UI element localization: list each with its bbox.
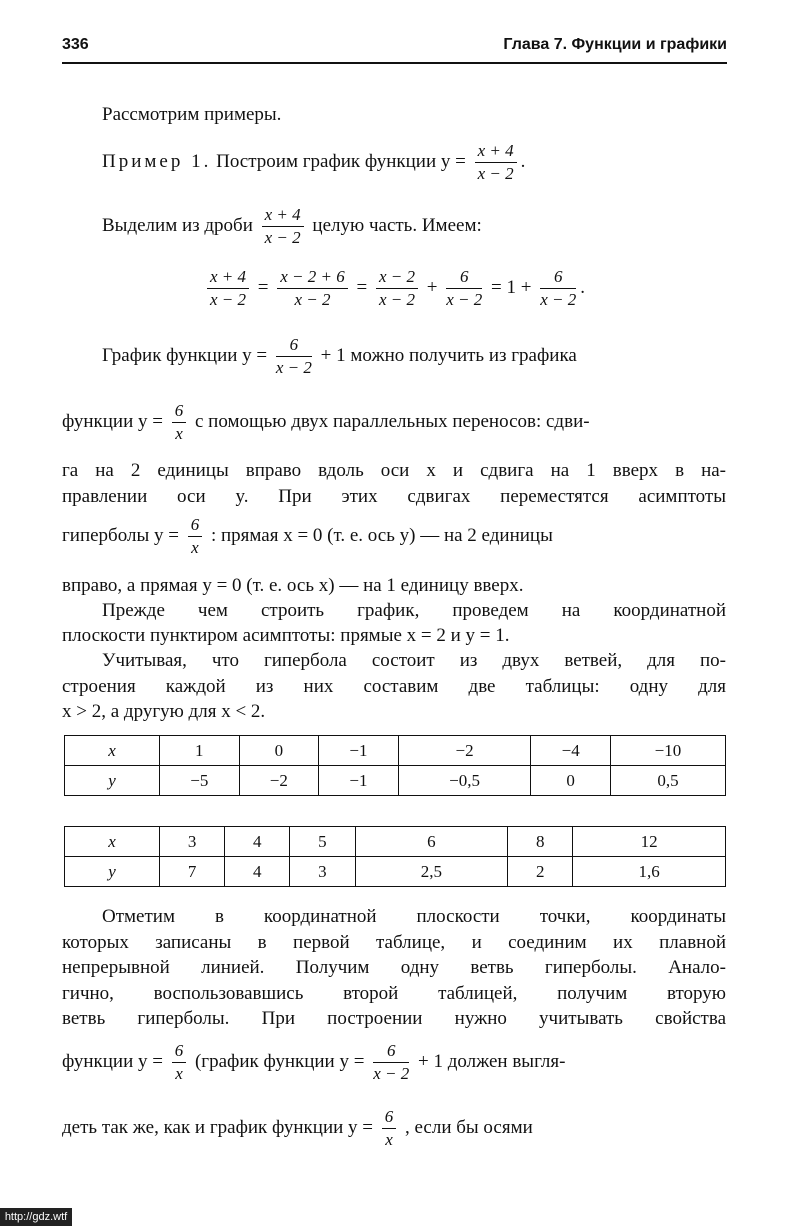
table-cell: 1,6	[573, 857, 726, 887]
table-cell: 1	[160, 736, 240, 766]
text-line: Выделим из дроби $\frac{x + 4}{x - 2}$ целую часть. Имеем:	[102, 205, 482, 247]
table-cell: 3	[160, 827, 225, 857]
header-rule	[62, 62, 727, 64]
table-cell: 12	[573, 827, 726, 857]
table-cell: 0,5	[610, 766, 725, 796]
text-line: График функции y = $\frac{6}{x - 2}$ + 1 можно получить из графика	[102, 335, 577, 377]
chapter-title: Глава 7. Функции и графики	[503, 36, 727, 53]
table-cell: 0	[531, 766, 611, 796]
table-cell: x	[65, 827, 160, 857]
table-cell: 5	[290, 827, 355, 857]
fraction: $\frac{x + 4}{x - 2}$	[262, 204, 304, 249]
page-number: 336	[62, 36, 89, 53]
text-line: деть так же, как и график функции y = $\frac{6}{x}$ , если бы осями	[62, 1107, 533, 1149]
table-cell: −0,5	[398, 766, 531, 796]
values-table-1	[64, 735, 726, 796]
text-line: Учитывая, что гипербола состоит из двух ветвей, для по-	[102, 650, 726, 671]
table-row	[65, 857, 726, 887]
table-cell: 0	[239, 736, 319, 766]
text-line: ветвь гиперболы. При построении нужно учитывать свойства	[62, 1008, 726, 1029]
table-row	[65, 766, 726, 796]
table-cell: −1	[319, 736, 399, 766]
table-cell: −1	[319, 766, 399, 796]
example-label: Пример 1.	[102, 150, 212, 172]
table-cell: 8	[508, 827, 573, 857]
table-cell: 2,5	[355, 857, 508, 887]
table-cell: 4	[225, 827, 290, 857]
text-line: Отметим в координатной плоскости точки, координаты	[102, 906, 726, 927]
example-heading: Пример 1. Построим график функции y = $\frac{x + 4}{x - 2}$ .	[102, 141, 526, 183]
text-line: правлении оси y. При этих сдвигах переместятся асимптоты	[62, 486, 726, 507]
intro-text: Рассмотрим примеры.	[102, 104, 282, 125]
table-cell: −2	[398, 736, 531, 766]
table-cell: −4	[531, 736, 611, 766]
text-line: x > 2, а другую для x < 2.	[62, 701, 266, 722]
text-line: строения каждой из них составим две таблицы: одну для	[62, 676, 726, 697]
text-line: гично, воспользовавшись второй таблицей, получим вторую	[62, 983, 726, 1004]
example-text: Построим график функции y =	[216, 150, 466, 172]
text-line: вправо, а прямая y = 0 (т. е. ось x) — на 1 единицу вверх.	[62, 575, 524, 596]
running-header	[62, 36, 727, 58]
table-cell: −2	[239, 766, 319, 796]
table-row	[65, 736, 726, 766]
text-line: гиперболы y = $\frac{6}{x}$ : прямая x = 0 (т. е. ось y) — на 2 единицы	[62, 515, 553, 557]
text-line: га на 2 единицы вправо вдоль оси x и сдвига на 1 вверх в на-	[62, 460, 726, 481]
text-line: функции y = $\frac{6}{x}$ (график функции y = $\frac{6}{x - 2}$ + 1 должен выгля-	[62, 1041, 566, 1083]
table-cell: 6	[355, 827, 508, 857]
table-cell: −10	[610, 736, 725, 766]
table-cell: y	[65, 766, 160, 796]
table-cell: 3	[290, 857, 355, 887]
source-watermark: http://gdz.wtf	[0, 1208, 72, 1226]
table-cell: 4	[225, 857, 290, 887]
table-cell: 2	[508, 857, 573, 887]
text-line	[62, 104, 726, 126]
table-cell: y	[65, 857, 160, 887]
table-cell: −5	[160, 766, 240, 796]
text-line: непрерывной линией. Получим одну ветвь гиперболы. Анало-	[62, 957, 726, 978]
table-cell: 7	[160, 857, 225, 887]
text-line: которых записаны в первой таблице, и соединим их плавной	[62, 932, 726, 953]
table-row	[65, 827, 726, 857]
fraction: $\frac{x + 4}{x - 2}$	[475, 140, 517, 185]
values-table-2	[64, 826, 726, 887]
text-line: плоскости пунктиром асимптоты: прямые x = 2 и y = 1.	[62, 625, 510, 646]
equation: $\frac{x + 4}{x - 2}$ = $\frac{x - 2 + 6}{x - 2}$ = $\frac{x - 2}{x - 2}$ + $\frac{6}{x - 2}$ = 1 + $\frac{6}{x - 2}$ .	[62, 266, 726, 311]
text-line: Прежде чем строить график, проведем на координатной	[102, 600, 726, 621]
table-cell: x	[65, 736, 160, 766]
text-line: функции y = $\frac{6}{x}$ с помощью двух параллельных переносов: сдви-	[62, 401, 590, 443]
